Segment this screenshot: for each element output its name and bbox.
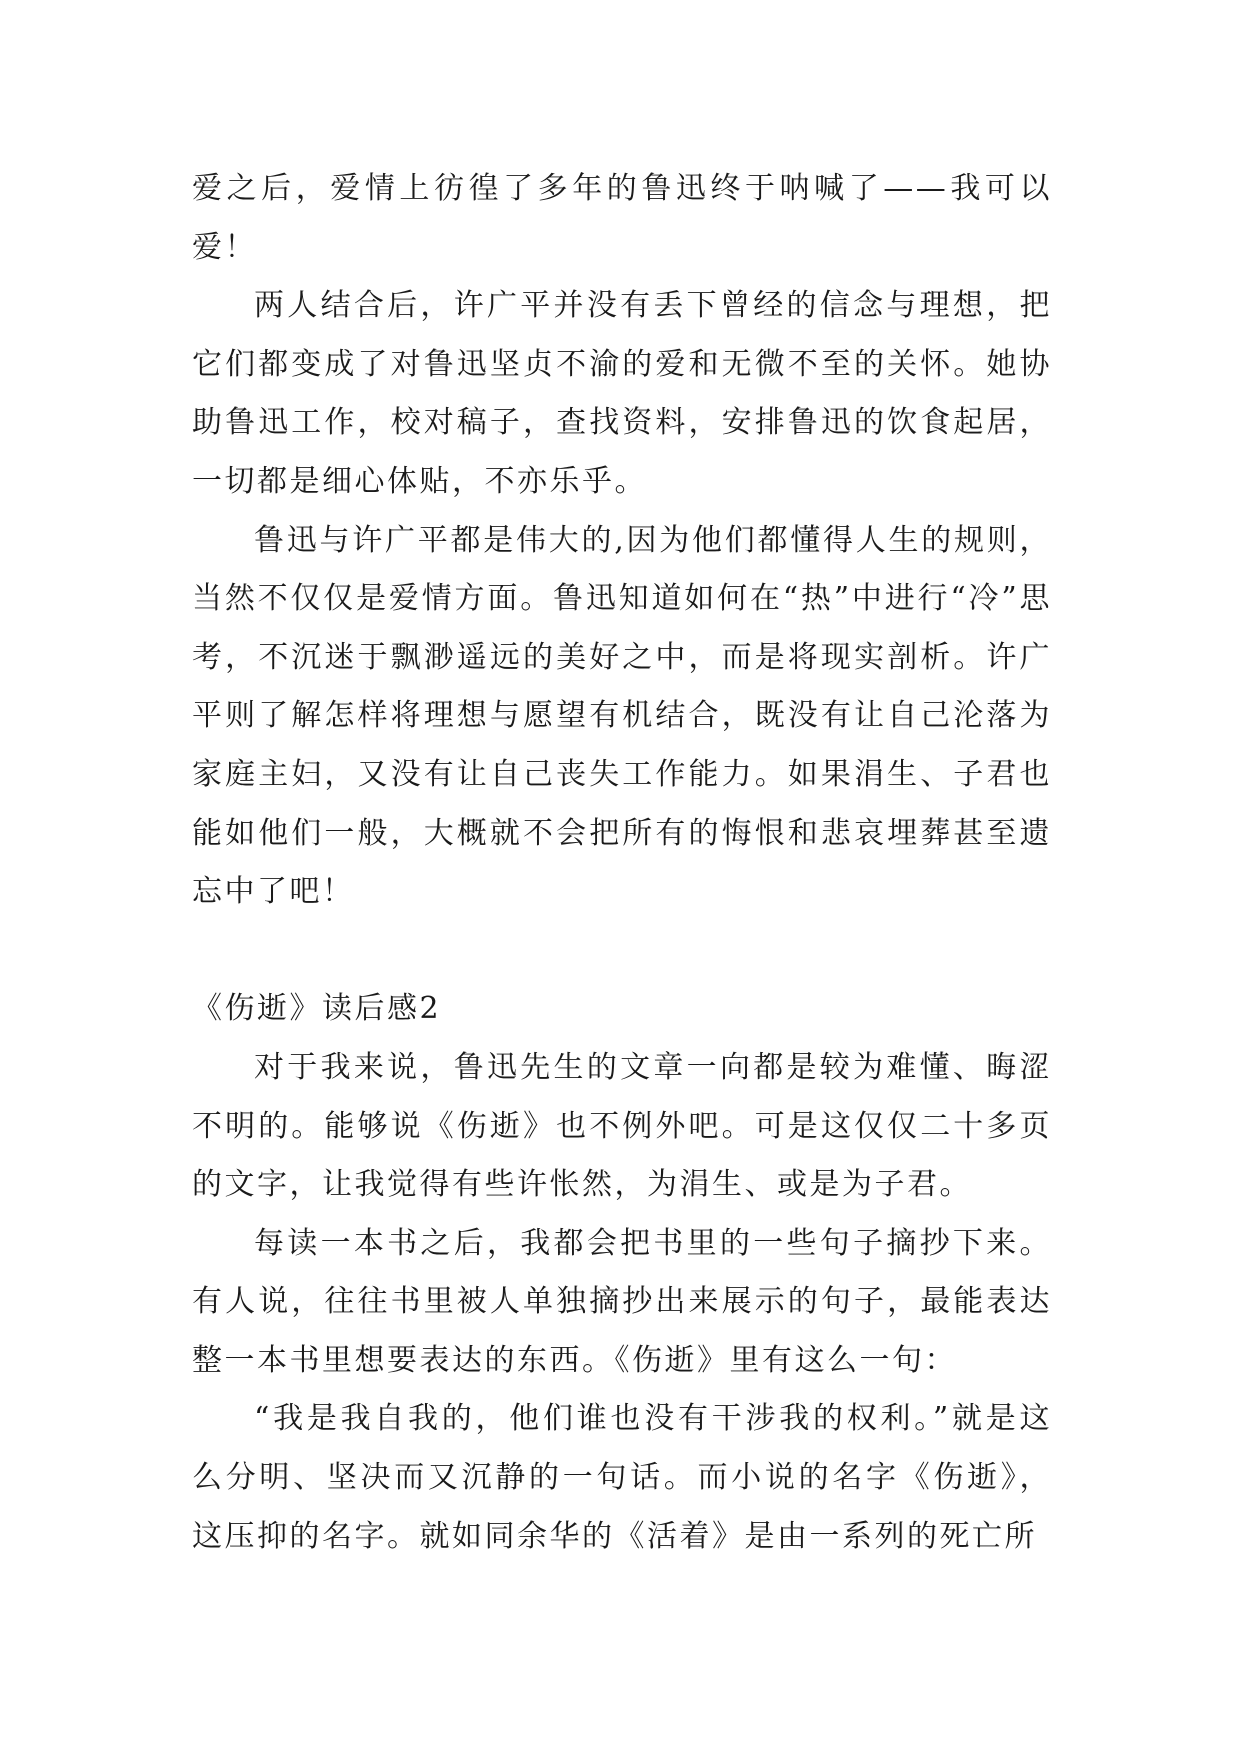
- paragraph-2: 两人结合后，许广平并没有丢下曾经的信念与理想，把它们都变成了对鲁迅坚贞不渝的爱和无微不至的关怀。她协助鲁迅工作，校对稿子，查找资料，安排鲁迅的饮食起居，一切都是细心体贴，不亦乐乎。: [192, 288, 1052, 499]
- section-paragraph-3: “我是我自我的，他们谁也没有干涉我的权利。”就是这么分明、坚决而又沉静的一句话。而小说的名字《伤逝》，这压抑的名字。就如同余华的《活着》是由一系列的死亡所: [192, 1401, 1052, 1554]
- paragraph-1: 爱之后，爱情上彷徨了多年的鲁迅终于呐喊了——我可以爱！: [192, 171, 1052, 265]
- section-paragraph-1: 对于我来说，鲁迅先生的文章一向都是较为难懂、晦涩不明的。能够说《伤逝》也不例外吧。可是这仅仅二十多页的文字，让我觉得有些许怅然，为涓生、或是为子君。: [192, 1049, 1052, 1203]
- document-body: [192, 160, 1052, 1566]
- section-title: 《伤逝》读后感2: [192, 991, 442, 1027]
- paragraph-3: 鲁迅与许广平都是伟大的,因为他们都懂得人生的规则，当然不仅仅是爱情方面。鲁迅知道如何在“热”中进行“冷”思考，不沉迷于飘渺遥远的美好之中，而是将现实剖析。许广平则了解怎样将理想与愿望有机结合，既没有让自己沦落为家庭主妇，又没有让自己丧失工作能力。如果涓生、子君也能如他们一般，大概就不会把所有的悔恨和悲哀埋葬甚至遗忘中了吧！: [192, 522, 1052, 910]
- section-paragraph-2: 每读一本书之后，我都会把书里的一些句子摘抄下来。有人说，往往书里被人单独摘抄出来展示的句子，最能表达整一本书里想要表达的东西。《伤逝》里有这么一句：: [192, 1225, 1052, 1378]
